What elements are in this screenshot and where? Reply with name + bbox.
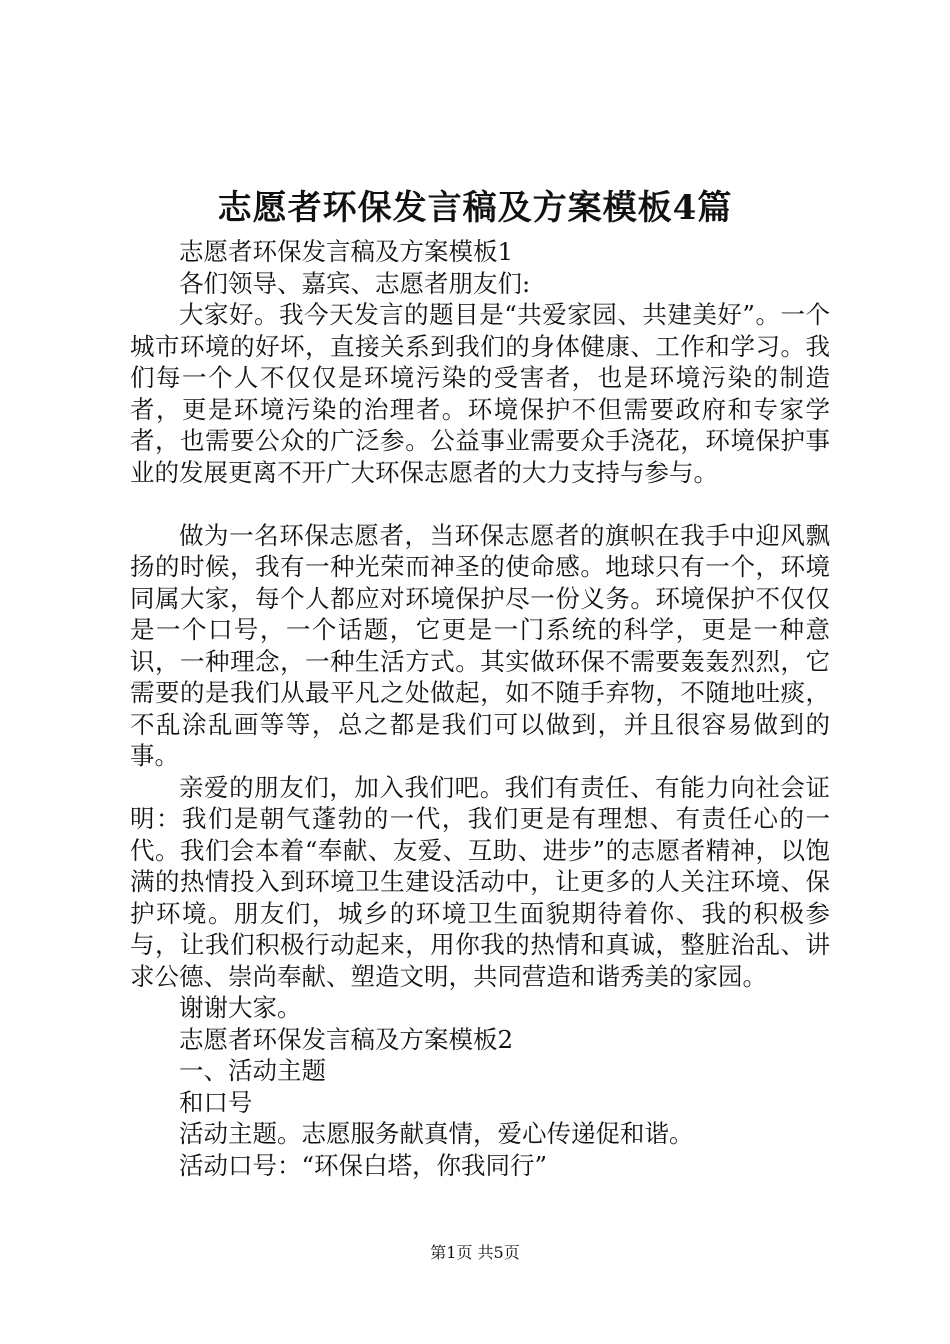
paragraph: 做为一名环保志愿者，当环保志愿者的旗帜在我手中迎风飘扬的时候，我有一种光荣而神圣的使命感。地球只有一个，环境同属大家，每个人都应对环境保护尽一份义务。环境保护不仅仅是一个口号，一个话题，它更是一门系统的科学，更是一种意识，一种理念，一种生活方式。其实做环保不需要轰轰烈烈，它需要的是我们从最平凡之处做起，如不随手弃物，不随地吐痰，不乱涂乱画等等，总之都是我们可以做到，并且很容易做到的事。 <box>130 520 830 770</box>
section-heading-2: 志愿者环保发言稿及方案模板2 <box>179 1024 514 1054</box>
activity-theme: 活动主题。志愿服务献真情，爱心传递促和谐。 <box>179 1119 694 1148</box>
activity-slogan: 活动口号：“环保白塔，你我同行” <box>179 1150 548 1180</box>
paragraph: 亲爱的朋友们，加入我们吧。我们有责任、有能力向社会证明：我们是朝气蓬勃的一代，我们更是有理想、有责任心的一代。我们会本着“奉献、友爱、互助、进步”的志愿者精神，以饱满的热情投入到环境卫生建设活动中，让更多的人关注环境、保护环境。朋友们，城乡的环境卫生面貌期待着你、我的积极参与，让我们积极行动起来，用你我的热情和真诚，整脏治乱、讲求公德、崇尚奉献、塑造文明，共同营造和谐秀美的家园。 <box>130 772 830 991</box>
subheading: 一、活动主题 <box>179 1056 326 1085</box>
section-heading-1: 志愿者环保发言稿及方案模板1 <box>179 237 514 266</box>
paragraph: 大家好。我今天发言的题目是“共爱家园、共建美好”。一个城市环境的好坏，直接关系到我们的身体健康、工作和学习。我们每一个人不仅仅是环境污染的受害者，也是环境污染的制造者，更是环境污染的治理者。环境保护不但需要政府和专家学者，也需要公众的广泛参。公益事业需要众手浇花，环境保护事业的发展更离不开广大环保志愿者的大力支持与参与。 <box>130 300 830 487</box>
salutation: 各们领导、嘉宾、志愿者朋友们: <box>179 268 531 298</box>
closing-line: 谢谢大家。 <box>179 993 302 1022</box>
subheading-continued: 和口号 <box>179 1087 253 1117</box>
page-footer: 第1页 共5页 <box>430 1243 520 1262</box>
document-body <box>130 236 830 1181</box>
document-title: 志愿者环保发言稿及方案模板4篇 <box>217 188 733 228</box>
